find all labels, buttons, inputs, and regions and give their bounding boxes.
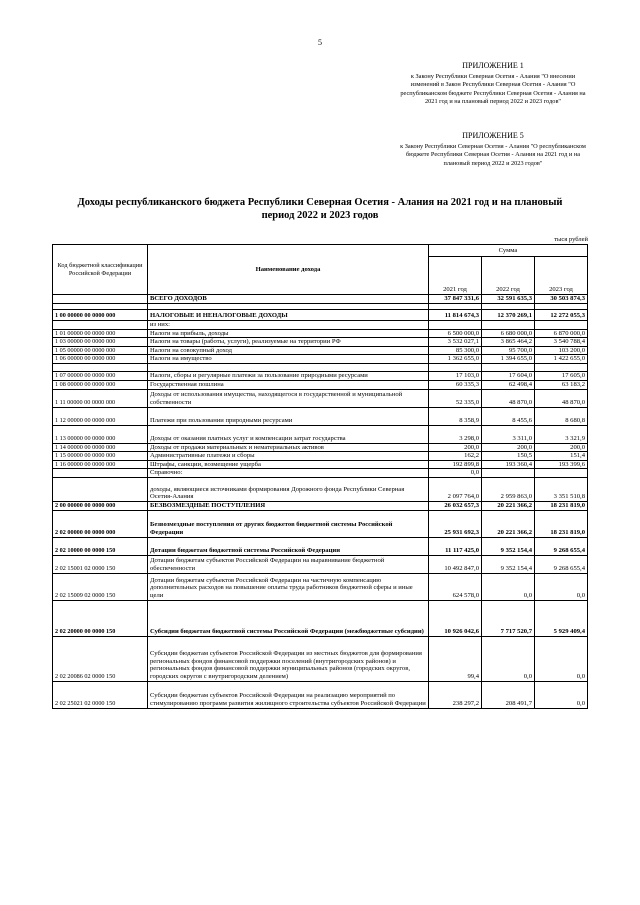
row-name: Субсидии бюджетам субъектов Российской Федерации из местных бюджетов для формирования региональных фондов финансовой поддержки поселений (внутригородских районов) и региональных фондов финансовой поддержки муниципальных районов (городских округов, городских округов с внутригородским делением) xyxy=(148,636,429,681)
row-name: Платежи при пользовании природными ресурсами xyxy=(148,407,429,425)
row-name: Административные платежи и сборы xyxy=(148,452,429,461)
row-value-2023: 5 929 409,4 xyxy=(535,600,588,636)
row-value-2021: 10 492 847,0 xyxy=(429,555,482,573)
row-value-2022: 208 491,7 xyxy=(482,681,535,708)
header-name: Наименование дохода xyxy=(148,245,429,295)
row-value-2022: 0,0 xyxy=(482,573,535,600)
row-value-2022: 8 455,6 xyxy=(482,407,535,425)
row-code: 2 02 25021 02 0000 150 xyxy=(53,681,148,708)
row-value-2022: 193 360,4 xyxy=(482,460,535,469)
row-code: 2 02 20000 00 0000 150 xyxy=(53,600,148,636)
row-value-2022: 0,0 xyxy=(482,636,535,681)
row-value-2023: 48 870,0 xyxy=(535,389,588,407)
row-code: 1 15 00000 00 0000 000 xyxy=(53,452,148,461)
row-name: Дотации бюджетам субъектов Российской Федерации на выравнивание бюджетной обеспеченности xyxy=(148,555,429,573)
row-value-2023: 12 272 055,3 xyxy=(535,310,588,321)
row-code: 2 02 15009 02 0000 150 xyxy=(53,573,148,600)
appendix-1-heading: ПРИЛОЖЕНИЕ 1 xyxy=(462,61,524,70)
row-code: 1 05 00000 00 0000 000 xyxy=(53,346,148,355)
row-name: Налоги, сборы и регулярные платежи за пользование природными ресурсами xyxy=(148,371,429,380)
row-value-2021: 11 814 674,3 xyxy=(429,310,482,321)
table-row xyxy=(53,338,588,347)
header-2023: 2023 год xyxy=(535,257,588,295)
row-value-2023: 0,0 xyxy=(535,573,588,600)
table-row xyxy=(53,389,588,407)
row-value-2023 xyxy=(535,363,588,371)
row-name: Субсидии бюджетам бюджетной системы Российской Федерации (межбюджетные субсидии) xyxy=(148,600,429,636)
row-name: БЕЗВОЗМЕЗДНЫЕ ПОСТУПЛЕНИЯ xyxy=(148,501,429,510)
row-value-2021: 624 578,0 xyxy=(429,573,482,600)
row-value-2021 xyxy=(429,321,482,330)
row-name: Субсидии бюджетам субъектов Российской Федерации на реализацию мероприятий по стимулированию программ развития жилищного строительства субъектов Российской Федерации xyxy=(148,681,429,708)
row-value-2023: 30 503 874,3 xyxy=(535,295,588,304)
row-name: доходы, являющиеся источниками формирования Дорожного фонда Республики Северная Осетия-Алания xyxy=(148,477,429,501)
row-code: 1 00 00000 00 0000 000 xyxy=(53,310,148,321)
row-value-2023: 3 351 510,8 xyxy=(535,477,588,501)
row-value-2023: 0,0 xyxy=(535,636,588,681)
table-row xyxy=(53,346,588,355)
table-row xyxy=(53,443,588,452)
row-value-2022: 2 959 863,0 xyxy=(482,477,535,501)
table-row xyxy=(53,573,588,600)
row-value-2022: 12 370 269,1 xyxy=(482,310,535,321)
row-code: 1 07 00000 00 0000 000 xyxy=(53,371,148,380)
row-value-2022: 3 311,0 xyxy=(482,425,535,443)
row-code: 1 12 00000 00 0000 000 xyxy=(53,407,148,425)
row-name: Налоги на имущество xyxy=(148,355,429,364)
row-value-2022 xyxy=(482,321,535,330)
row-value-2023: 9 268 655,4 xyxy=(535,537,588,555)
row-code xyxy=(53,295,148,304)
row-value-2023: 18 231 819,0 xyxy=(535,510,588,537)
row-value-2021: 10 926 042,6 xyxy=(429,600,482,636)
row-name: из них: xyxy=(148,321,429,330)
table-row xyxy=(53,501,588,510)
row-value-2022: 48 870,0 xyxy=(482,389,535,407)
row-value-2023: 103 200,0 xyxy=(535,346,588,355)
table-row xyxy=(53,555,588,573)
row-value-2023: 17 605,0 xyxy=(535,371,588,380)
table-row xyxy=(53,636,588,681)
appendix-5-block xyxy=(398,132,588,168)
row-value-2021: 3 298,0 xyxy=(429,425,482,443)
header-code: Код бюджетной классификации Российской Федерации xyxy=(53,245,148,295)
table-row xyxy=(53,371,588,380)
row-code xyxy=(53,363,148,371)
row-name: Штрафы, санкции, возмещение ущерба xyxy=(148,460,429,469)
table-row xyxy=(53,295,588,304)
row-value-2023: 200,0 xyxy=(535,443,588,452)
table-row xyxy=(53,460,588,469)
row-name: Дотации бюджетам бюджетной системы Российской Федерации xyxy=(148,537,429,555)
row-name: Доходы от использования имущества, находящегося в государственной и муниципальной собственности xyxy=(148,389,429,407)
header-2022: 2022 год xyxy=(482,257,535,295)
row-value-2021: 85 300,0 xyxy=(429,346,482,355)
row-value-2021: 25 931 692,3 xyxy=(429,510,482,537)
row-value-2021: 200,0 xyxy=(429,443,482,452)
row-value-2022: 3 865 464,2 xyxy=(482,338,535,347)
row-code: 2 02 15001 02 0000 150 xyxy=(53,555,148,573)
row-value-2022: 62 498,4 xyxy=(482,380,535,389)
row-value-2022: 95 700,0 xyxy=(482,346,535,355)
row-value-2022: 20 221 366,2 xyxy=(482,501,535,510)
table-body xyxy=(53,295,588,709)
header-sum: Сумма xyxy=(429,245,588,257)
row-code xyxy=(53,321,148,330)
row-code: 2 02 10000 00 0000 150 xyxy=(53,537,148,555)
table-row xyxy=(53,510,588,537)
row-name: Налоги на прибыль, доходы xyxy=(148,329,429,338)
row-value-2023: 63 183,2 xyxy=(535,380,588,389)
appendix-5-heading: ПРИЛОЖЕНИЕ 5 xyxy=(462,131,524,140)
row-value-2022: 200,0 xyxy=(482,443,535,452)
row-value-2021: 0,0 xyxy=(429,469,482,478)
row-code: 1 14 00000 00 0000 000 xyxy=(53,443,148,452)
row-value-2021: 11 117 425,0 xyxy=(429,537,482,555)
row-value-2022: 150,5 xyxy=(482,452,535,461)
row-value-2023: 8 680,8 xyxy=(535,407,588,425)
row-name: ВСЕГО ДОХОДОВ xyxy=(148,295,429,304)
row-code: 1 11 00000 00 0000 000 xyxy=(53,389,148,407)
table-row xyxy=(53,321,588,330)
row-value-2023: 3 321,9 xyxy=(535,425,588,443)
row-value-2021: 2 097 764,0 xyxy=(429,477,482,501)
row-value-2021: 60 335,3 xyxy=(429,380,482,389)
row-code xyxy=(53,469,148,478)
table-row xyxy=(53,329,588,338)
appendix-1-text: к Закону Республики Северная Осетия - Алания "О внесении изменений в Закон Республики Северная Осетия - Алания "О республиканском бюджете Республики Северная Осетия - Алания на 2021 год и на плановый период 2022 и 2023 годов" xyxy=(400,73,586,105)
row-value-2022 xyxy=(482,469,535,478)
row-value-2023 xyxy=(535,469,588,478)
row-value-2021: 99,4 xyxy=(429,636,482,681)
units-label: тыся рублей xyxy=(554,236,588,243)
table-row xyxy=(53,469,588,478)
row-name: Дотации бюджетам субъектов Российской Федерации на частичную компенсацию дополнительных расходов на повышение оплаты труда работников бюджетной сферы и иные цели xyxy=(148,573,429,600)
row-name: Справочно: xyxy=(148,469,429,478)
row-name: НАЛОГОВЫЕ И НЕНАЛОГОВЫЕ ДОХОДЫ xyxy=(148,310,429,321)
row-code: 1 13 00000 00 0000 000 xyxy=(53,425,148,443)
row-value-2021: 8 358,9 xyxy=(429,407,482,425)
row-value-2023: 0,0 xyxy=(535,681,588,708)
row-name: Налоги на товары (работы, услуги), реализуемые на территории РФ xyxy=(148,338,429,347)
row-value-2021: 37 847 331,6 xyxy=(429,295,482,304)
row-value-2021 xyxy=(429,363,482,371)
row-value-2021: 26 032 657,3 xyxy=(429,501,482,510)
row-value-2021: 192 899,8 xyxy=(429,460,482,469)
row-value-2023: 6 870 000,0 xyxy=(535,329,588,338)
row-value-2021: 6 500 000,0 xyxy=(429,329,482,338)
table-row xyxy=(53,363,588,371)
row-name: Доходы от продажи материальных и нематериальных активов xyxy=(148,443,429,452)
row-code xyxy=(53,477,148,501)
row-value-2023: 193 399,6 xyxy=(535,460,588,469)
row-value-2022: 9 352 154,4 xyxy=(482,555,535,573)
appendix-1-block xyxy=(398,62,588,106)
row-value-2021: 52 335,0 xyxy=(429,389,482,407)
row-code: 1 16 00000 00 0000 000 xyxy=(53,460,148,469)
appendix-5-text: к Закону Республики Северная Осетия - Алания "О республиканском бюджете Республики Северная Осетия - Алания на 2021 год и на плановый период 2022 и 2023 годов" xyxy=(400,143,586,167)
table-row xyxy=(53,681,588,708)
row-value-2022: 17 604,0 xyxy=(482,371,535,380)
row-name: Налоги на совокупный доход xyxy=(148,346,429,355)
row-code: 2 00 00000 00 0000 000 xyxy=(53,501,148,510)
row-value-2022: 7 717 520,7 xyxy=(482,600,535,636)
table-row xyxy=(53,452,588,461)
row-value-2023: 9 268 655,4 xyxy=(535,555,588,573)
row-value-2023: 151,4 xyxy=(535,452,588,461)
row-value-2023 xyxy=(535,321,588,330)
row-name: Доходы от оказания платных услуг и компенсации затрат государства xyxy=(148,425,429,443)
table-row xyxy=(53,425,588,443)
row-value-2023: 3 540 788,4 xyxy=(535,338,588,347)
row-value-2021: 17 103,0 xyxy=(429,371,482,380)
page-number: 5 xyxy=(318,38,322,47)
table-row xyxy=(53,310,588,321)
row-value-2022: 6 680 000,0 xyxy=(482,329,535,338)
row-code: 2 02 20086 02 0000 150 xyxy=(53,636,148,681)
table-row xyxy=(53,477,588,501)
row-value-2022 xyxy=(482,363,535,371)
document-title: Доходы республиканского бюджета Республики Северная Осетия - Алания на 2021 год и на плановый период 2022 и 2023 годов xyxy=(77,197,563,221)
revenue-table xyxy=(52,244,588,709)
table-row xyxy=(53,380,588,389)
row-value-2023: 1 422 655,0 xyxy=(535,355,588,364)
row-code: 2 02 00000 00 0000 000 xyxy=(53,510,148,537)
row-value-2021: 238 297,2 xyxy=(429,681,482,708)
row-name: Государственная пошлина xyxy=(148,380,429,389)
table-row xyxy=(53,537,588,555)
row-value-2021: 1 362 655,0 xyxy=(429,355,482,364)
row-value-2023: 18 231 819,0 xyxy=(535,501,588,510)
row-value-2022: 20 221 366,2 xyxy=(482,510,535,537)
table-row xyxy=(53,600,588,636)
row-value-2022: 9 352 154,4 xyxy=(482,537,535,555)
row-value-2022: 32 591 635,3 xyxy=(482,295,535,304)
row-code: 1 01 00000 00 0000 000 xyxy=(53,329,148,338)
table-row xyxy=(53,407,588,425)
row-value-2021: 162,2 xyxy=(429,452,482,461)
row-code: 1 03 00000 00 0000 000 xyxy=(53,338,148,347)
row-value-2022: 1 394 655,0 xyxy=(482,355,535,364)
header-2021: 2021 год xyxy=(429,257,482,295)
row-code: 1 06 00000 00 0000 000 xyxy=(53,355,148,364)
row-name xyxy=(148,363,429,371)
row-value-2021: 3 532 027,1 xyxy=(429,338,482,347)
row-code: 1 08 00000 00 0000 000 xyxy=(53,380,148,389)
row-name: Безвозмездные поступления от других бюджетов бюджетной системы Российской Федерации xyxy=(148,510,429,537)
table-row xyxy=(53,355,588,364)
